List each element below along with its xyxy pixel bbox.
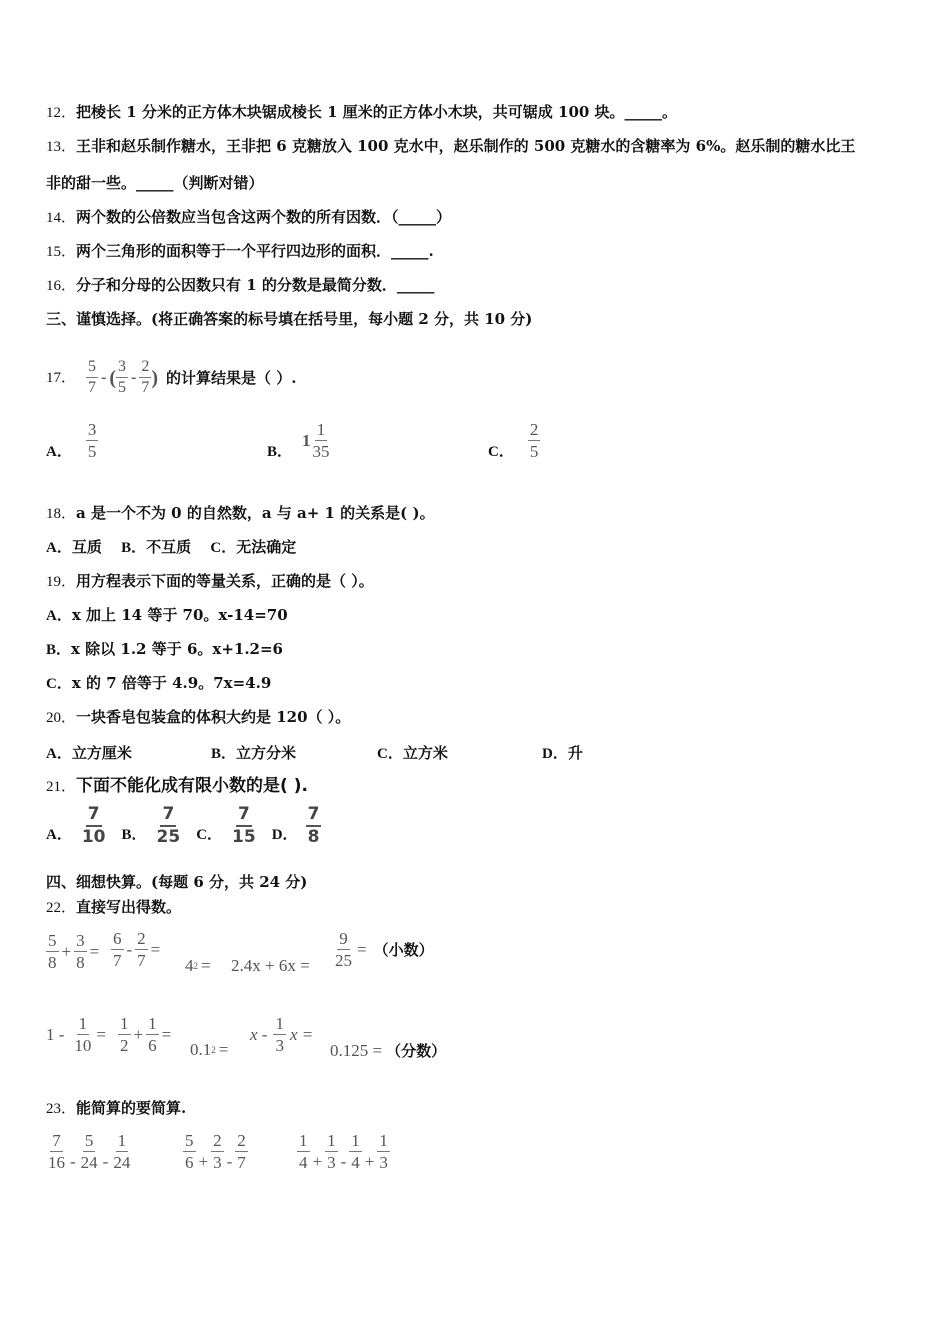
question-number: 17． (46, 369, 77, 386)
question-text: 下面不能化成有限小数的是( ). (76, 776, 308, 796)
section-heading-3: 三、谨慎选择。(将正确答案的标号填在括号里，每小题 2 分，共 10 分) (46, 310, 533, 328)
q22-r1-e1: $\frac{5}{8}$ + $\frac{3}{8}$ = (48, 931, 100, 972)
q22-r1-e4: 2.4x + 6x = (231, 956, 310, 975)
question-number: 23． (46, 1101, 77, 1117)
fraction: $\frac{7}{8}$ (307, 804, 320, 847)
question-text: 两个数的公倍数应当包含这两个数的所有因数．（_____） (76, 208, 452, 226)
q19-option-b: B．x 除以 1.2 等于 6。x+1.2=6 (46, 640, 283, 658)
q17-option-b: B． 1 $\frac{1}{35}$ (267, 420, 330, 461)
question-text: 王非和赵乐制作糖水，王非把 6 克糖放入 100 克水中，赵乐制作的 500 克糖水的含糖率为 6%。赵乐制的糖水比王 (76, 137, 856, 155)
q23-e1: $\frac{7}{16}$ - $\frac{5}{24}$ - $\frac{1}{24}$ (48, 1130, 131, 1172)
question-text: 一块香皂包装盒的体积大约是 120（ ）。 (76, 708, 351, 726)
question-13 (46, 136, 855, 157)
question-number: 19． (46, 574, 77, 590)
question-17 (46, 359, 296, 396)
q20-option-d: D．升 (542, 744, 583, 762)
question-number: 18． (46, 506, 77, 522)
question-text: 两个三角形的面积等于一个平行四边形的面积．_____. (76, 242, 434, 260)
fraction: $\frac{7}{10}$ (81, 804, 106, 847)
fraction: $\frac{2}{5}$ (529, 420, 539, 461)
question-text: 用方程表示下面的等量关系，正确的是（ ）。 (76, 572, 374, 590)
question-text: 直接写出得数。 (76, 898, 182, 916)
q20-option-a: A．立方厘米 (46, 744, 132, 762)
question-number: 16． (46, 278, 77, 294)
q22-r2-e5: 0.125 = （分数） (330, 1040, 447, 1060)
question-14 (46, 207, 451, 228)
fraction: $\frac{3}{5}$ (118, 358, 127, 396)
section-heading-4: 四、细想快算。(每题 6 分，共 24 分) (46, 873, 308, 891)
q17-option-a: A． $\frac{3}{5}$ (46, 420, 97, 461)
q22-r2-e1: 1 - $\frac{1}{10}$ = (46, 1014, 107, 1055)
question-text: 非的甜一些。_____（判断对错） (46, 174, 264, 192)
question-text: 分子和分母的公因数只有 1 的分数是最简分数．_____ (76, 276, 435, 294)
question-18 (46, 503, 435, 524)
question-22 (46, 897, 181, 918)
question-number: 21． (46, 779, 77, 795)
question-number: 20． (46, 710, 77, 726)
q18-options: A．互质 B．不互质 C．无法确定 (46, 538, 297, 556)
q22-r2-e3: 0.1 2 = (190, 1040, 229, 1059)
question-text: 的计算结果是（ ）. (166, 368, 297, 387)
fraction: $\frac{2}{7}$ (141, 358, 150, 396)
q22-r2-e4: x - $\frac{1}{3}$ x = (250, 1014, 314, 1055)
fraction: $\frac{5}{7}$ (88, 358, 97, 396)
fraction: $\frac{7}{15}$ (232, 804, 256, 847)
question-number: 15． (46, 244, 77, 260)
question-13-continued (46, 173, 264, 193)
question-number: 12． (46, 105, 77, 121)
q22-r1-e5: $\frac{9}{25}$ = （小数） (335, 929, 434, 970)
fraction: $\frac{1}{35}$ (312, 420, 330, 461)
question-16 (46, 275, 434, 296)
q21-options: A． $\frac{7}{10}$ B． $\frac{7}{25}$ C． $\frac{7}{15}$ D． $\frac{7}{8}$ (46, 804, 320, 847)
q19-option-c: C．x 的 7 倍等于 4.9。7x=4.9 (46, 674, 272, 692)
question-number: 13． (46, 139, 77, 155)
q17-option-c: C． $\frac{2}{5}$ (488, 420, 539, 461)
question-number: 14． (46, 210, 77, 226)
q20-option-c: C．立方米 (377, 744, 448, 762)
question-text: 能简算的要简算. (76, 1099, 187, 1117)
question-20 (46, 707, 350, 728)
question-19 (46, 571, 374, 592)
q23-e3: $\frac{1}{4}$ + $\frac{1}{3}$ - $\frac{1}{4}$ + $\frac{1}{3}$ (299, 1130, 388, 1172)
q22-r1-e2: $\frac{6}{7}$ - $\frac{2}{7}$ = (113, 929, 161, 970)
fraction: $\frac{7}{25}$ (156, 804, 181, 847)
fraction: $\frac{3}{5}$ (87, 420, 97, 461)
question-15 (46, 241, 434, 262)
q23-e2: $\frac{5}{6}$ + $\frac{2}{3}$ - $\frac{2}{7}$ (185, 1130, 246, 1172)
question-21 (46, 776, 308, 797)
q19-option-a: A．x 加上 14 等于 70。x-14=70 (46, 606, 288, 624)
q17-expression: $\frac{5}{7}$ - ( $\frac{3}{5}$ - $\frac{2}{7}$ ) (88, 358, 159, 396)
q22-r2-e2: $\frac{1}{2}$ + $\frac{1}{6}$ = (120, 1014, 172, 1055)
question-12 (46, 102, 677, 123)
question-text: 把棱长 1 分米的正方体木块锯成棱长 1 厘米的正方体小木块，共可锯成 100 块。_____。 (76, 103, 678, 121)
question-number: 22． (46, 900, 77, 916)
question-text: a 是一个不为 0 的自然数，a 与 a+ 1 的关系是( )。 (76, 504, 435, 522)
q20-option-b: B．立方分米 (211, 744, 297, 762)
q22-r1-e3: 4 2 = (185, 956, 211, 975)
question-23 (46, 1098, 186, 1119)
